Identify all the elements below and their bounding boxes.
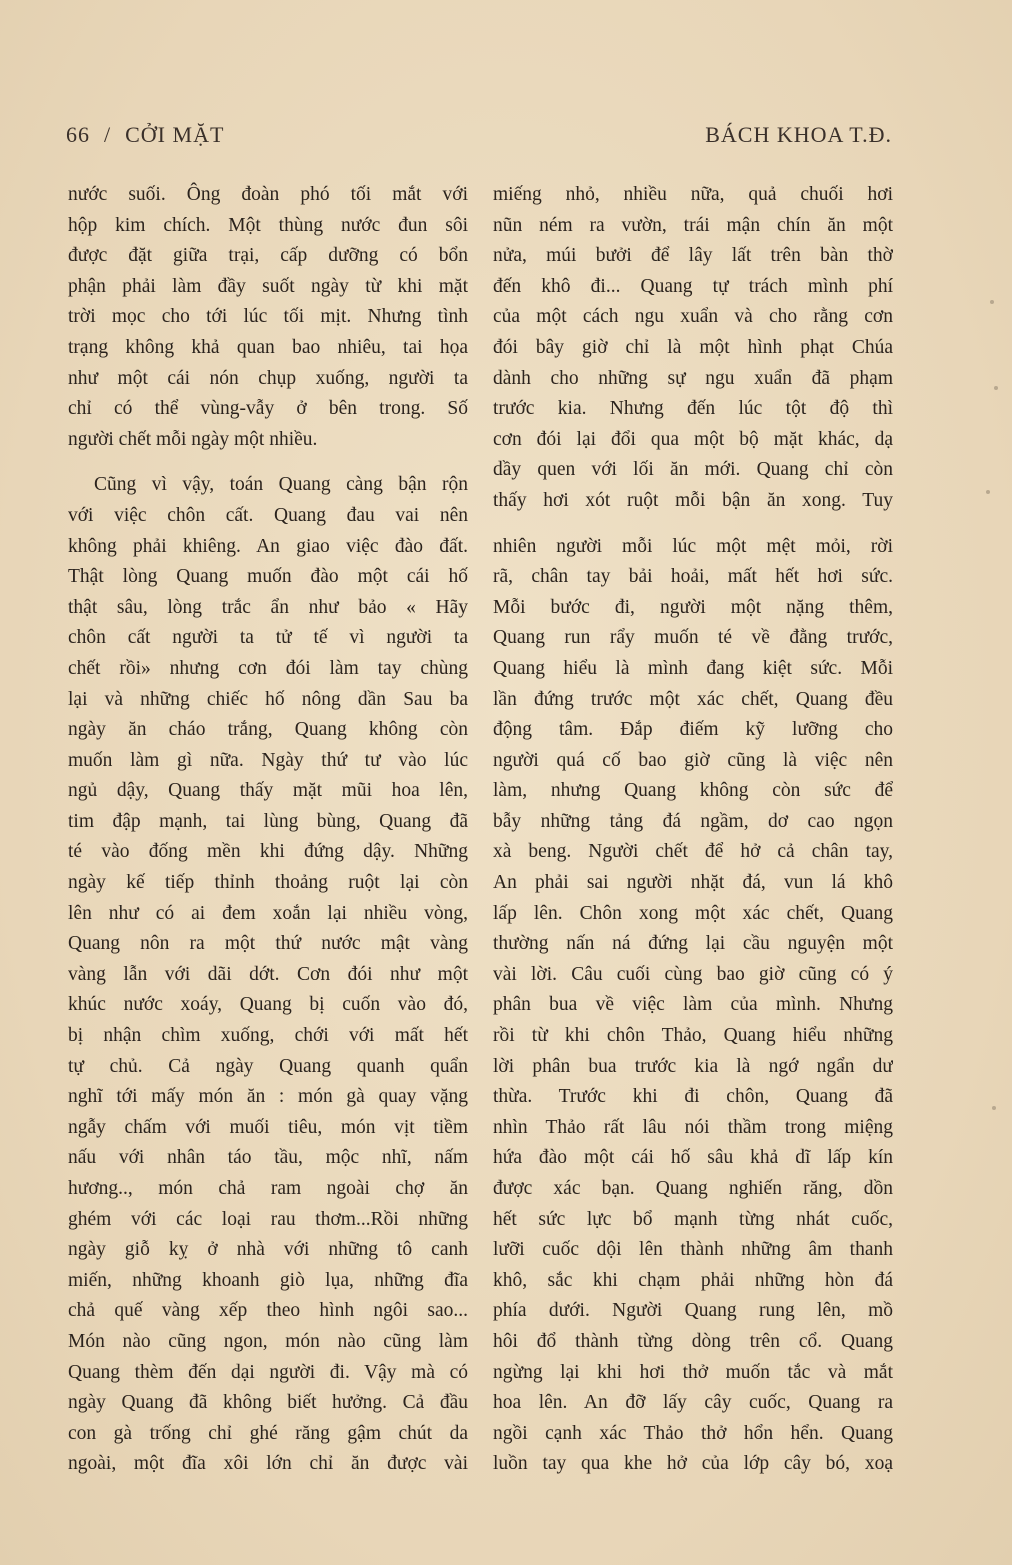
text-line: lời phân bua trước kia là ngớ ngẩn dư [493,1055,893,1077]
header-separator: / [104,122,112,147]
text-line: miếng nhỏ, nhiều nữa, quả chuối hơi [493,184,893,205]
text-line: hết sức lực bổ mạnh từng nhát cuốc, [493,1208,893,1230]
text-line: muốn làm gì nữa. Ngày thứ tư vào lúc [68,749,468,771]
text-line: được đặt giữa trại, cấp dưỡng có bổn [68,245,468,267]
text-line: được xác bạn. Quang nghiến răng, dồn [493,1178,893,1199]
text-line: hứa đào một cái hố sâu khả dĩ lấp kín [493,1147,893,1169]
text-line: dầy quen với lối ăn mới. Quang chỉ còn [493,459,893,481]
text-line: chả quế vàng xếp theo hình ngôi sao... [68,1300,468,1322]
text-line: Quang nôn ra một thứ nước mật vàng [68,933,468,955]
text-line: khúc nước xoáy, Quang bị cuốn vào đó, [68,994,468,1016]
text-line: cơn đói lại đổi qua một bộ mặt khác, dạ [493,428,893,450]
text-line: té vào đống mền khi đứng dậy. Những [68,841,468,863]
text-line: hộp kim chích. Một thùng nước đun sôi [68,214,468,236]
text-line: tim đập mạnh, tai lùng bùng, Quang đã [68,810,468,832]
text-line: chôn cất người ta tử tế vì người ta [68,627,468,649]
text-line: thấy hơi xót ruột mỗi bận ăn xong. Tuy [493,489,893,511]
text-line: thật sâu, lòng trắc ẩn như bảo « Hãy [68,596,468,618]
text-line: khô, sắc khi chạm phải những hòn đá [493,1269,893,1291]
text-line: nấu với nhân táo tầu, mộc nhĩ, nấm [68,1147,468,1169]
text-line: Thật lòng Quang muốn đào một cái hố [68,566,468,588]
text-line: Quang thèm đến dại người đi. Vậy mà có [68,1361,468,1383]
text-line: Cũng vì vậy, toán Quang càng bận rộn [94,474,468,496]
text-line: làm, nhưng Quang không còn sức để [493,780,893,802]
paragraph [493,180,893,517]
text-line: trạng không khả quan bao nhiêu, tai họa [68,336,468,358]
section-title: CỞI MẶT [125,122,225,147]
text-line: dành cho những sự ngu xuẩn đã phạm [493,367,893,389]
text-line: nửa, múi bưởi để lây lất trên bàn thờ [493,245,893,267]
paper-speck [992,1106,996,1110]
text-line: bẫy những tảng đá ngầm, dơ cao ngọn [493,810,893,832]
text-line: con gà trống chỉ ghé răng gậm chút da [68,1422,468,1444]
text-line: ngủ dậy, Quang thấy mặt mũi hoa lên, [68,780,468,802]
left-text-column [68,180,468,1480]
text-line: luồn tay qua khe hở của lớp cây bó, xoạ [493,1453,893,1475]
text-line: ghém với các loại rau thơm...Rồi những [68,1208,468,1230]
text-line: chỉ có thể vùng-vẫy ở bên trong. Số [68,398,468,420]
paragraph [493,532,893,1480]
text-line: của một cách ngu xuẩn và cho rằng cơn [493,306,893,328]
text-line: ngày kế tiếp thỉnh thoảng ruột lại còn [68,872,468,894]
text-line: phía dưới. Người Quang rung lên, mồ [493,1300,893,1322]
text-line: đói bây giờ chỉ là một hình phạt Chúa [493,336,893,358]
page-number: 66 [66,122,90,147]
text-line: hôi đổ thành từng dòng trên cổ. Quang [493,1330,893,1352]
text-line: xà beng. Người chết để hở cả chân tay, [493,841,893,863]
text-line: Mỗi bước đi, người một nặng thêm, [493,596,893,618]
text-line: nũn ném ra vườn, trái mận chín ăn một [493,214,893,236]
paragraph-gap [68,455,468,470]
paragraph [68,180,468,455]
text-line: Món nào cũng ngon, món nào cũng làm [68,1330,468,1352]
text-line: miến, những khoanh giò lụa, những đĩa [68,1269,468,1291]
text-line: ngừng lại khi hơi thở muốn tắc và mắt [493,1361,893,1383]
text-line: với việc chôn cất. Quang đau vai nên [68,504,468,526]
text-line: nhìn Thảo rất lâu nói thầm trong miệng [493,1116,893,1138]
text-line: trời mọc cho tới lúc tối mịt. Nhưng tình [68,306,468,328]
text-line: trước kia. Nhưng đến lúc tột độ thì [493,398,893,420]
text-line: lên như có ai đem xoắn lại nhiều vòng, [68,902,468,924]
text-line: An phải sai người nhặt đá, vun lá khô [493,872,893,894]
text-line: thường nấn ná đứng lại cầu nguyện một [493,933,893,955]
text-line: động tâm. Đắp điếm kỹ lưỡng cho [493,719,893,741]
text-line: hương.., món chả ram ngoài chợ ăn [68,1178,468,1199]
paper-speck [990,300,994,304]
text-line: không phải khiêng. An giao việc đào đất. [68,535,468,557]
text-line: rồi từ khi chôn Thảo, Quang hiểu những [493,1025,893,1047]
text-line: Quang run rẩy muốn té về đằng trước, [493,627,893,649]
text-line: rã, chân tay bải hoải, mất hết hơi sức. [493,566,893,588]
text-line: nghĩ tới mấy món ăn : món gà quay vặng [68,1086,468,1108]
journal-title: BÁCH KHOA T.Đ. [705,122,892,147]
text-line: chết rồi» nhưng cơn đói làm tay chùng [68,657,468,679]
text-line: vài lời. Câu cuối cùng bao giờ cũng có ý [493,963,893,985]
text-line: nước suối. Ông đoàn phó tối mắt với [68,184,468,205]
text-line: người chết mỗi ngày một nhiều. [68,428,318,450]
text-line: lại và những chiếc hố nông dần Sau ba [68,688,468,710]
paper-speck [994,386,998,390]
text-line: hoa lên. An đỡ lấy cây cuốc, Quang ra [493,1392,893,1414]
text-line: đến khô đi... Quang tự trách mình phí [493,275,893,297]
text-line: ngày Quang đã không biết hưởng. Cả đầu [68,1392,468,1414]
text-line: ngày ăn cháo trắng, Quang không còn [68,719,468,741]
text-line: phân bua về việc làm của mình. Nhưng [493,994,893,1016]
paper-speck [986,490,990,494]
right-text-column [493,180,893,1480]
text-line: bị nhận chìm xuống, chới với mất hết [68,1025,468,1047]
text-line: Quang hiểu là mình đang kiệt sức. Mỗi [493,657,893,679]
text-line: như một cái nón chụp xuống, người ta [68,367,468,389]
paragraph [68,470,468,1480]
text-line: phận phải làm đầy suốt ngày từ khi mặt [68,275,468,297]
text-line: lưỡi cuốc dội lên thành những âm thanh [493,1239,893,1261]
text-line: người quá cố bao giờ cũng là việc nên [493,749,893,771]
paragraph-gap [493,517,893,532]
text-line: ngày giỗ kỵ ở nhà với những tô canh [68,1239,468,1261]
text-line: ngoài, một đĩa xôi lớn chỉ ăn được vài [68,1453,468,1475]
text-line: lấp lên. Chôn xong một xác chết, Quang [493,902,893,924]
text-line: ngồi cạnh xác Thảo thở hổn hển. Quang [493,1422,893,1444]
text-line: vàng lẫn với dãi dớt. Cơn đói như một [68,963,468,985]
text-line: thừa. Trước khi đi chôn, Quang đã [493,1086,893,1108]
running-header [66,118,892,152]
text-line: tự chủ. Cả ngày Quang quanh quẩn [68,1055,468,1077]
text-line: nhiên người mỗi lúc một mệt mỏi, rời [493,535,893,557]
text-line: lần đứng trước một xác chết, Quang đều [493,688,893,710]
text-line: ngẫy chấm với muối tiêu, món vịt tiềm [68,1116,468,1138]
